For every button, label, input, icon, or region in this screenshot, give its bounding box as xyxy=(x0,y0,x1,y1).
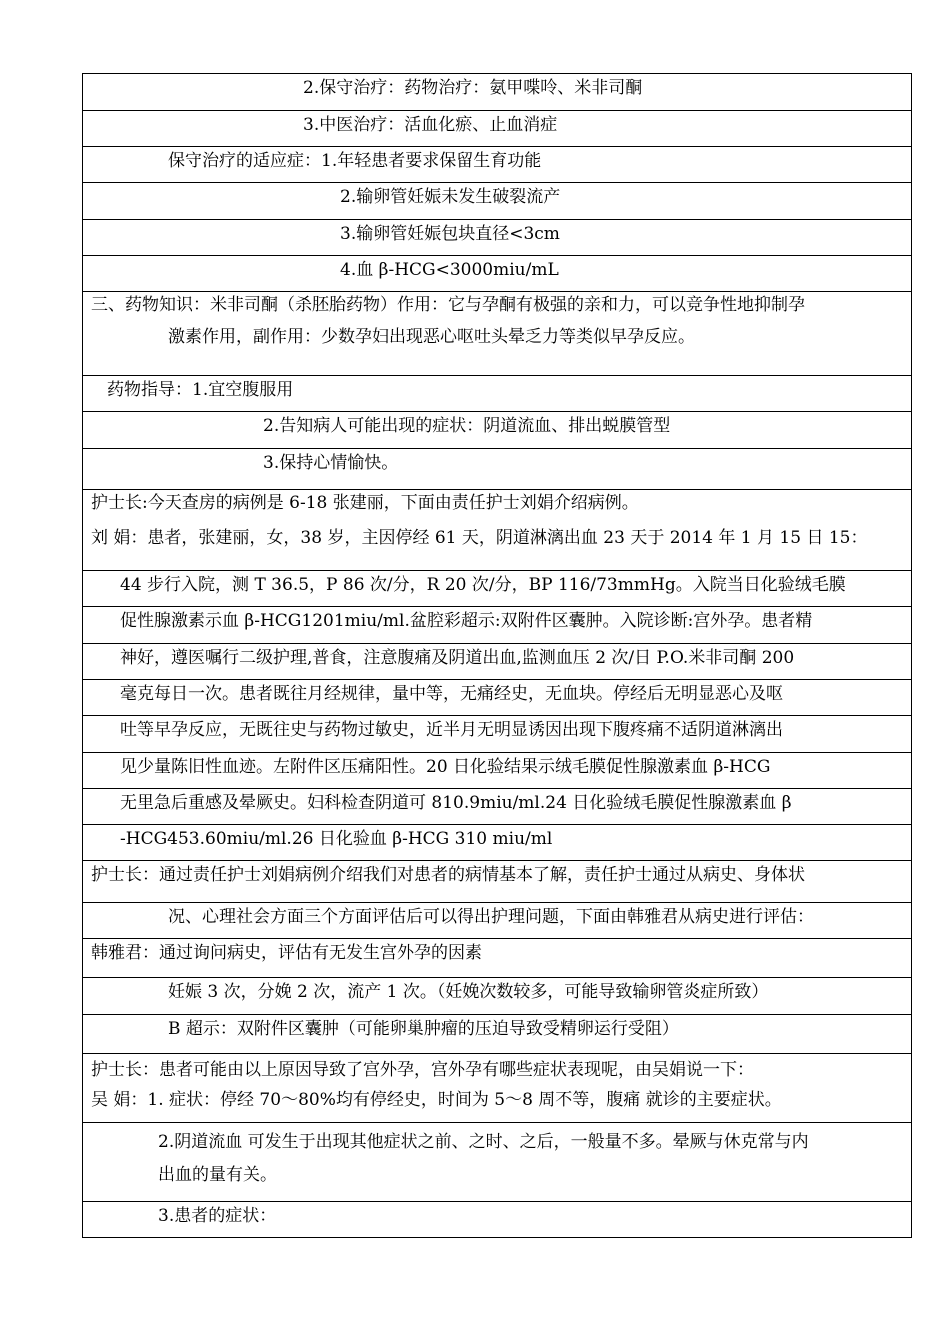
table-row xyxy=(83,1122,911,1201)
table-row xyxy=(83,977,911,1014)
text-line: 韩雅君：通过询问病史，评估有无发生宫外孕的因素 xyxy=(91,943,482,963)
text-line: 2.告知病人可能出现的症状：阴道流血、排出蜕膜管型 xyxy=(263,416,671,436)
table-row xyxy=(83,1014,911,1053)
text-line: 况、心理社会方面三个方面评估后可以得出护理问题，下面由韩雅君从病史进行评估： xyxy=(168,907,814,927)
table-row xyxy=(83,73,911,110)
document-table xyxy=(82,73,912,1238)
text-line: B 超示：双附件区囊肿（可能卵巢肿瘤的压迫导致受精卵运行受阻） xyxy=(168,1019,679,1039)
table-row xyxy=(83,1201,911,1238)
text-line: 激素作用，副作用：少数孕妇出现恶心呕吐头晕乏力等类似早孕反应。 xyxy=(168,327,695,347)
table-row xyxy=(83,448,911,489)
table-row xyxy=(83,182,911,219)
text-line: 3.保持心情愉快。 xyxy=(263,453,399,473)
text-line: 护士长：患者可能由以上原因导致了宫外孕，宫外孕有哪些症状表现呢，由吴娟说一下： xyxy=(91,1060,754,1080)
text-line: 三、药物知识：米非司酮（杀胚胎药物）作用：它与孕酮有极强的亲和力，可以竞争性地抑制孕 xyxy=(91,295,805,315)
table-row xyxy=(83,860,911,902)
text-line: 吴 娟：1. 症状：停经 70～80%均有停经史，时间为 5～8 周不等，腹痛 就诊的主要症状。 xyxy=(91,1090,782,1110)
table-row xyxy=(83,938,911,977)
text-line: 出血的量有关。 xyxy=(158,1165,277,1185)
text-line: 毫克每日一次。患者既往月经规律，量中等，无痛经史，无血块。停经后无明显恶心及呕 xyxy=(120,684,783,704)
text-line: 妊娠 3 次，分娩 2 次，流产 1 次。（妊娩次数较多，可能导致输卵管炎症所致） xyxy=(168,982,769,1002)
table-row xyxy=(83,411,911,448)
table-row xyxy=(83,489,911,570)
table-row xyxy=(83,824,911,860)
text-line: 2.保守治疗：药物治疗：氨甲喋呤、米非司酮 xyxy=(303,78,643,98)
text-line: 护士长:今天查房的病例是 6-18 张建丽，下面由责任护士刘娟介绍病例。 xyxy=(91,493,639,513)
table-row xyxy=(83,255,911,291)
table-row xyxy=(83,375,911,411)
table-row xyxy=(83,715,911,752)
text-line: 促性腺激素示血 β-HCG1201miu/ml.盆腔彩超示:双附件区囊肿。入院诊断:宫外孕。患者精 xyxy=(120,611,813,631)
table-row xyxy=(83,570,911,606)
text-line: 药物指导：1.宜空腹服用 xyxy=(107,380,294,400)
text-line: 见少量陈旧性血迹。左附件区压痛阳性。20 日化验结果示绒毛膜促性腺激素血 β-HCG xyxy=(120,757,771,777)
table-row xyxy=(83,643,911,679)
text-line: 2.阴道流血 可发生于出现其他症状之前、之时、之后，一般量不多。晕厥与休克常与内 xyxy=(158,1132,809,1152)
table-row xyxy=(83,219,911,255)
text-line: 2.输卵管妊娠未发生破裂流产 xyxy=(340,187,561,207)
text-line: 3.输卵管妊娠包块直径<3cm xyxy=(340,224,560,244)
text-line: 无里急后重感及晕厥史。妇科检查阴道可 810.9miu/ml.24 日化验绒毛膜促性腺激素血 β xyxy=(120,793,792,813)
table-row xyxy=(83,679,911,715)
text-line: 3.中医治疗：活血化瘀、止血消症 xyxy=(303,115,558,135)
table-row xyxy=(83,110,911,146)
text-line: 刘 娟：患者，张建丽，女，38 岁，主因停经 61 天，阴道淋漓出血 23 天于 2014 年 1 月 15 日 15： xyxy=(91,528,868,548)
table-row xyxy=(83,788,911,824)
text-line: 保守治疗的适应症：1.年轻患者要求保留生育功能 xyxy=(168,151,542,171)
text-line: 护士长：通过责任护士刘娟病例介绍我们对患者的病情基本了解，责任护士通过从病史、身体状 xyxy=(91,865,805,885)
table-row xyxy=(83,902,911,938)
text-line: 3.患者的症状： xyxy=(158,1206,277,1226)
text-line: 44 步行入院，测 T 36.5，P 86 次/分，R 20 次/分，BP 116/73mmHg。入院当日化验绒毛膜 xyxy=(120,575,846,595)
table-row xyxy=(83,752,911,788)
text-line: 吐等早孕反应，无既往史与药物过敏史，近半月无明显诱因出现下腹疼痛不适阴道淋漓出 xyxy=(120,720,783,740)
text-line: -HCG453.60miu/ml.26 日化验血 β-HCG 310 miu/ml xyxy=(120,829,553,849)
text-line: 神好，遵医嘱行二级护理,普食，注意腹痛及阴道出血,监测血压 2 次/日 P.O.米非司酮 200 xyxy=(120,648,795,668)
table-row xyxy=(83,291,911,375)
table-row xyxy=(83,606,911,643)
text-line: 4.血 β-HCG<3000miu/mL xyxy=(340,260,559,280)
table-row xyxy=(83,1053,911,1122)
table-row xyxy=(83,146,911,182)
